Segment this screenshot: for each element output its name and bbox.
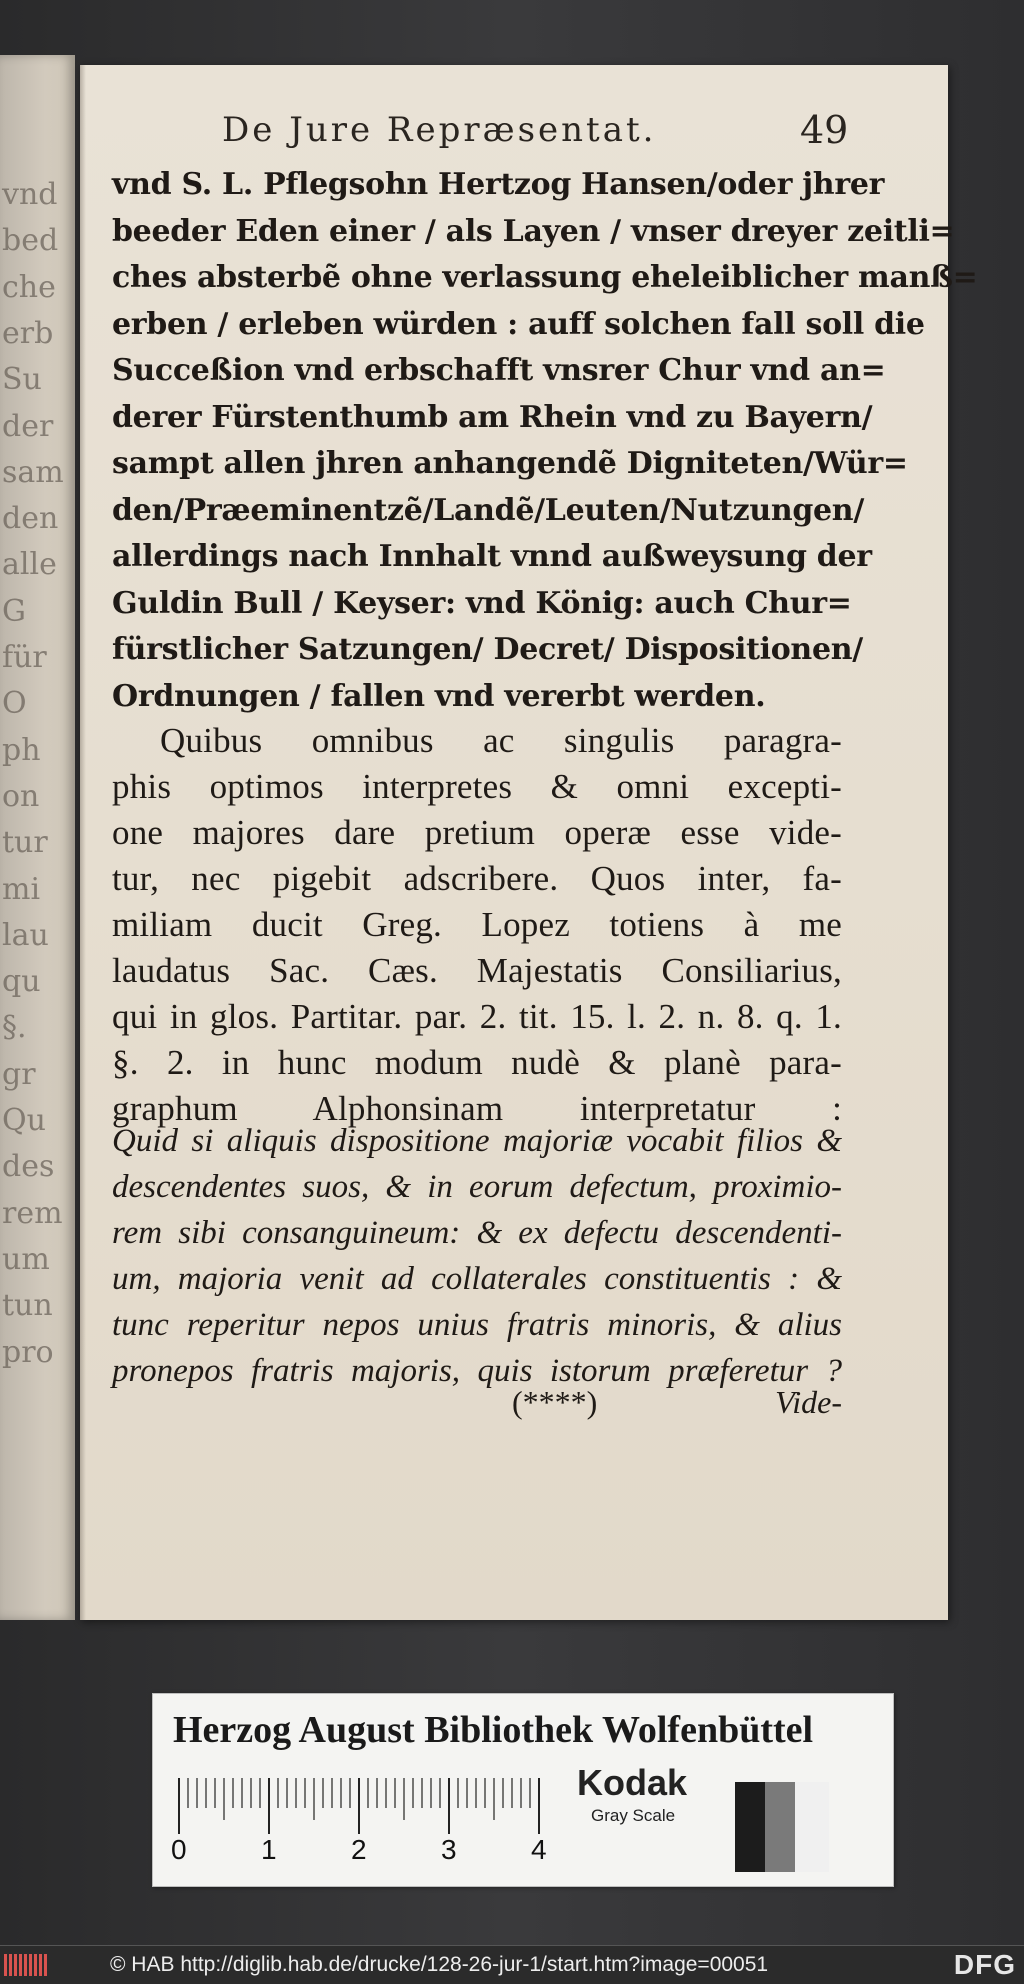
prev-page-fragment: §.	[2, 1010, 27, 1046]
ruler-label-4: 4	[531, 1834, 547, 1865]
italic-line: tunc reperitur nepos unius fratris minoris, & alius	[112, 1307, 842, 1343]
prev-page-fragment: erb	[2, 315, 54, 351]
prev-page-fragment: mi	[2, 871, 41, 907]
gray-swatch-mid	[765, 1782, 795, 1872]
prev-page-fragment: für	[2, 640, 47, 675]
german-line: ches absterbẽ ohne verlassung eheleiblicher manß=	[112, 260, 978, 295]
italic-line: rem sibi consanguineum: & ex defectu descendenti-	[112, 1215, 842, 1251]
page-number: 49	[800, 108, 849, 152]
german-line: beeder Eden einer / als Layen / vnser dreyer zeitli=	[112, 213, 955, 249]
prev-page-fragment: Qu	[2, 1103, 46, 1138]
italic-line: pronepos fratris majoris, quis istorum præferetur ?	[112, 1353, 842, 1389]
german-line: Guldin Bull / Keyser: vnd König: auch Chur=	[112, 585, 852, 621]
gray-swatch-black	[735, 1782, 765, 1872]
german-line: den/Præeminentzẽ/Landẽ/Leuten/Nutzungen/	[112, 492, 864, 528]
german-line: Ordnungen / fallen vnd vererbt werden.	[112, 678, 766, 714]
german-line: derer Fürstenthumb am Rhein vnd zu Bayern/	[112, 399, 873, 435]
prev-page-fragment: pro	[2, 1334, 54, 1370]
german-line: allerdings nach Innhalt vnnd außweysung der	[112, 539, 872, 574]
kodak-logo: Kodak	[577, 1762, 688, 1803]
prev-page-fragment: tur	[2, 825, 48, 861]
prev-page-fragment: um	[2, 1241, 50, 1277]
prev-page-fragment: gr	[2, 1056, 36, 1092]
prev-page-fragment: che	[2, 269, 56, 305]
prev-page-fragment: on	[2, 778, 40, 814]
page-gutter-shadow	[80, 65, 86, 1620]
latin-line: phis optimos interpretes & omni excepti-	[112, 767, 842, 806]
latin-line: tur, nec pigebit adscribere. Quos inter, fa-	[112, 859, 842, 898]
prev-page-fragment: ph	[2, 732, 41, 768]
library-name: Herzog August Bibliothek Wolfenbüttel	[173, 1709, 814, 1751]
italic-quotation	[112, 1118, 842, 1394]
german-paragraph	[112, 162, 978, 720]
prev-page-fragment: rem	[2, 1195, 63, 1231]
color-calibration-target	[152, 1693, 894, 1887]
latin-line: §. 2. in hunc modum nudè & planè para-	[112, 1043, 842, 1082]
prev-page-fragment: des	[2, 1149, 55, 1185]
italic-line: um, majoria venit ad collaterales constituentis : &	[112, 1261, 842, 1297]
gray-swatch-white	[795, 1782, 829, 1872]
prev-page-fragment: lau	[2, 917, 49, 953]
latin-paragraph	[112, 718, 842, 1132]
latin-line: Quibus omnibus ac singulis paragra-	[160, 721, 842, 760]
ruler-label-3: 3	[441, 1834, 457, 1865]
prev-page-fragment: qu	[2, 964, 41, 1000]
prev-page-fragment: den	[2, 501, 59, 537]
latin-line: graphum Alphonsinam interpretatur :	[112, 1089, 842, 1128]
source-url[interactable]: © HAB http://diglib.hab.de/drucke/128-26-jur-1/start.htm?image=00051	[110, 1953, 769, 1976]
hab-barcode-logo-icon	[4, 1954, 48, 1976]
signature-mark: (****)	[512, 1384, 598, 1420]
prev-page-fragment: alle	[2, 547, 57, 583]
prev-page-fragment: bed	[2, 223, 59, 259]
prev-page-fragment: vnd	[2, 177, 58, 212]
german-line: vnd S. L. Pflegsohn Hertzog Hansen/oder jhrer	[112, 167, 885, 202]
ruler-label-2: 2	[351, 1834, 367, 1865]
previous-page-edge	[0, 55, 75, 1620]
running-head: De Jure Repræsentat.	[222, 110, 657, 150]
prev-page-fragment: G	[2, 593, 26, 629]
catchword: Vide-	[775, 1384, 842, 1420]
latin-line: laudatus Sac. Cæs. Majestatis Consiliarius,	[112, 951, 842, 990]
prev-page-fragment: Su	[2, 362, 42, 398]
italic-line: Quid si aliquis dispositione majoriæ vocabit filios &	[112, 1123, 842, 1159]
italic-line: descendentes suos, & in eorum defectum, proximio-	[112, 1169, 842, 1205]
latin-line: miliam ducit Greg. Lopez totiens à me	[112, 905, 842, 944]
latin-line: qui in glos. Partitar. par. 2. tit. 15. l. 2. n. 8. q. 1.	[112, 997, 842, 1036]
german-line: sampt allen jhren anhangendẽ Digniteten/Wür=	[112, 446, 908, 481]
prev-page-fragment: der	[2, 408, 54, 444]
ruler-label-1: 1	[261, 1834, 277, 1865]
german-line: Succeßion vnd erbschafft vnsrer Chur vnd an=	[112, 353, 886, 388]
dfg-logo: DFG	[953, 1949, 1016, 1980]
latin-line: one majores dare pretium operæ esse vide-	[112, 813, 842, 852]
german-line: erben / erleben würden : auff solchen fall soll die	[112, 306, 925, 342]
ruler-label-0: 0	[171, 1834, 187, 1865]
prev-page-fragment: sam	[2, 454, 64, 490]
footer-bar	[0, 1945, 1024, 1984]
signature-row	[112, 1384, 842, 1430]
gray-scale-label: Gray Scale	[591, 1806, 676, 1825]
prev-page-fragment: tun	[2, 1288, 53, 1324]
german-line: fürstlicher Satzungen/ Decret/ Dispositionen/	[112, 632, 863, 667]
prev-page-fragment: O	[2, 686, 27, 722]
